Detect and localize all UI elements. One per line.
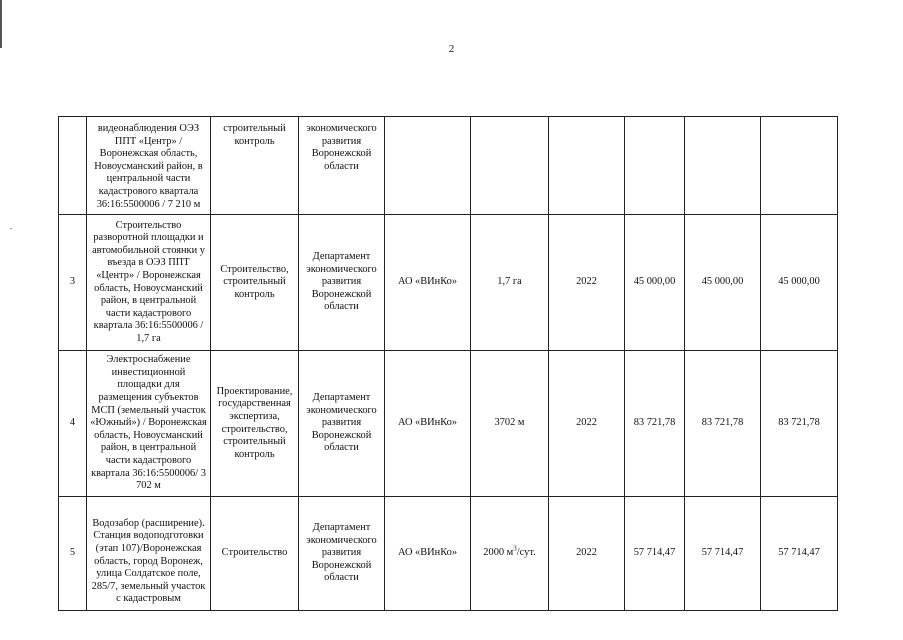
capacity-value: 2000 м xyxy=(483,547,514,559)
cost-2: 45 000,00 xyxy=(685,215,761,351)
row-number: 3 xyxy=(59,215,87,351)
scan-edge-mark xyxy=(0,0,2,48)
capacity: 3702 м xyxy=(471,351,549,497)
contractor: АО «ВИнКо» xyxy=(385,351,471,497)
table-row xyxy=(59,497,838,611)
year: 2022 xyxy=(549,351,625,497)
cost-3 xyxy=(761,117,838,215)
capacity xyxy=(471,117,549,215)
cost-3: 83 721,78 xyxy=(761,351,838,497)
projects-table xyxy=(58,116,838,611)
object-description: Водозабор (расширение). Станция водоподготовки (этап 107)/Воронежская область, город Воронеж, улица Солдатское поле, 285/7, земельный участок с кадастровым xyxy=(87,497,211,611)
capacity xyxy=(471,497,549,611)
customer: Департамент экономического развития Воронежской области xyxy=(299,497,385,611)
table-row xyxy=(59,215,838,351)
cost-2: 57 714,47 xyxy=(685,497,761,611)
cost-2: 83 721,78 xyxy=(685,351,761,497)
work-type: Строительство xyxy=(211,497,299,611)
contractor xyxy=(385,117,471,215)
cost-1 xyxy=(625,117,685,215)
row-number: 5 xyxy=(59,497,87,611)
cost-1: 83 721,78 xyxy=(625,351,685,497)
work-type: Проектирование, государственная экспертиза, строительство, строительный контроль xyxy=(211,351,299,497)
contractor: АО «ВИнКо» xyxy=(385,215,471,351)
row-number xyxy=(59,117,87,215)
row-number: 4 xyxy=(59,351,87,497)
cost-2 xyxy=(685,117,761,215)
year: 2022 xyxy=(549,215,625,351)
cost-3: 57 714,47 xyxy=(761,497,838,611)
customer: Департамент экономического развития Воронежской области xyxy=(299,351,385,497)
cost-1: 57 714,47 xyxy=(625,497,685,611)
customer: экономического развития Воронежской области xyxy=(299,117,385,215)
cost-1: 45 000,00 xyxy=(625,215,685,351)
object-description: видеонаблюдения ОЭЗ ППТ «Центр» / Воронежская область, Новоусманский район, в центральной части кадастрового квартала 36:16:5500006 / 7 210 м xyxy=(87,117,211,215)
object-description: Строительство разворотной площадки и автомобильной стоянки у въезда в ОЭЗ ППТ «Центр» / Воронежская область, Новоусманский район, в центральной части кадастрового квартала 36:16:5500006 / 1,7 га xyxy=(87,215,211,351)
contractor: АО «ВИнКо» xyxy=(385,497,471,611)
table-row xyxy=(59,351,838,497)
page-number: 2 xyxy=(448,43,455,55)
capacity-unit: /сут. xyxy=(516,547,536,559)
capacity-superscript: 3 xyxy=(513,544,517,553)
object-description: Электроснабжение инвестиционной площадки для размещения субъектов МСП (земельный участок «Южный») / Воронежская область, Новоусманский район, в центральной части кадастрового квартала 36:16:5500006/ 3 702 м xyxy=(87,351,211,497)
capacity: 1,7 га xyxy=(471,215,549,351)
cost-3: 45 000,00 xyxy=(761,215,838,351)
customer: Департамент экономического развития Воронежской области xyxy=(299,215,385,351)
year xyxy=(549,117,625,215)
year: 2022 xyxy=(549,497,625,611)
work-type: Строительство, строительный контроль xyxy=(211,215,299,351)
work-type: строительный контроль xyxy=(211,117,299,215)
scan-dust-mark xyxy=(10,228,12,229)
table-row xyxy=(59,117,838,215)
